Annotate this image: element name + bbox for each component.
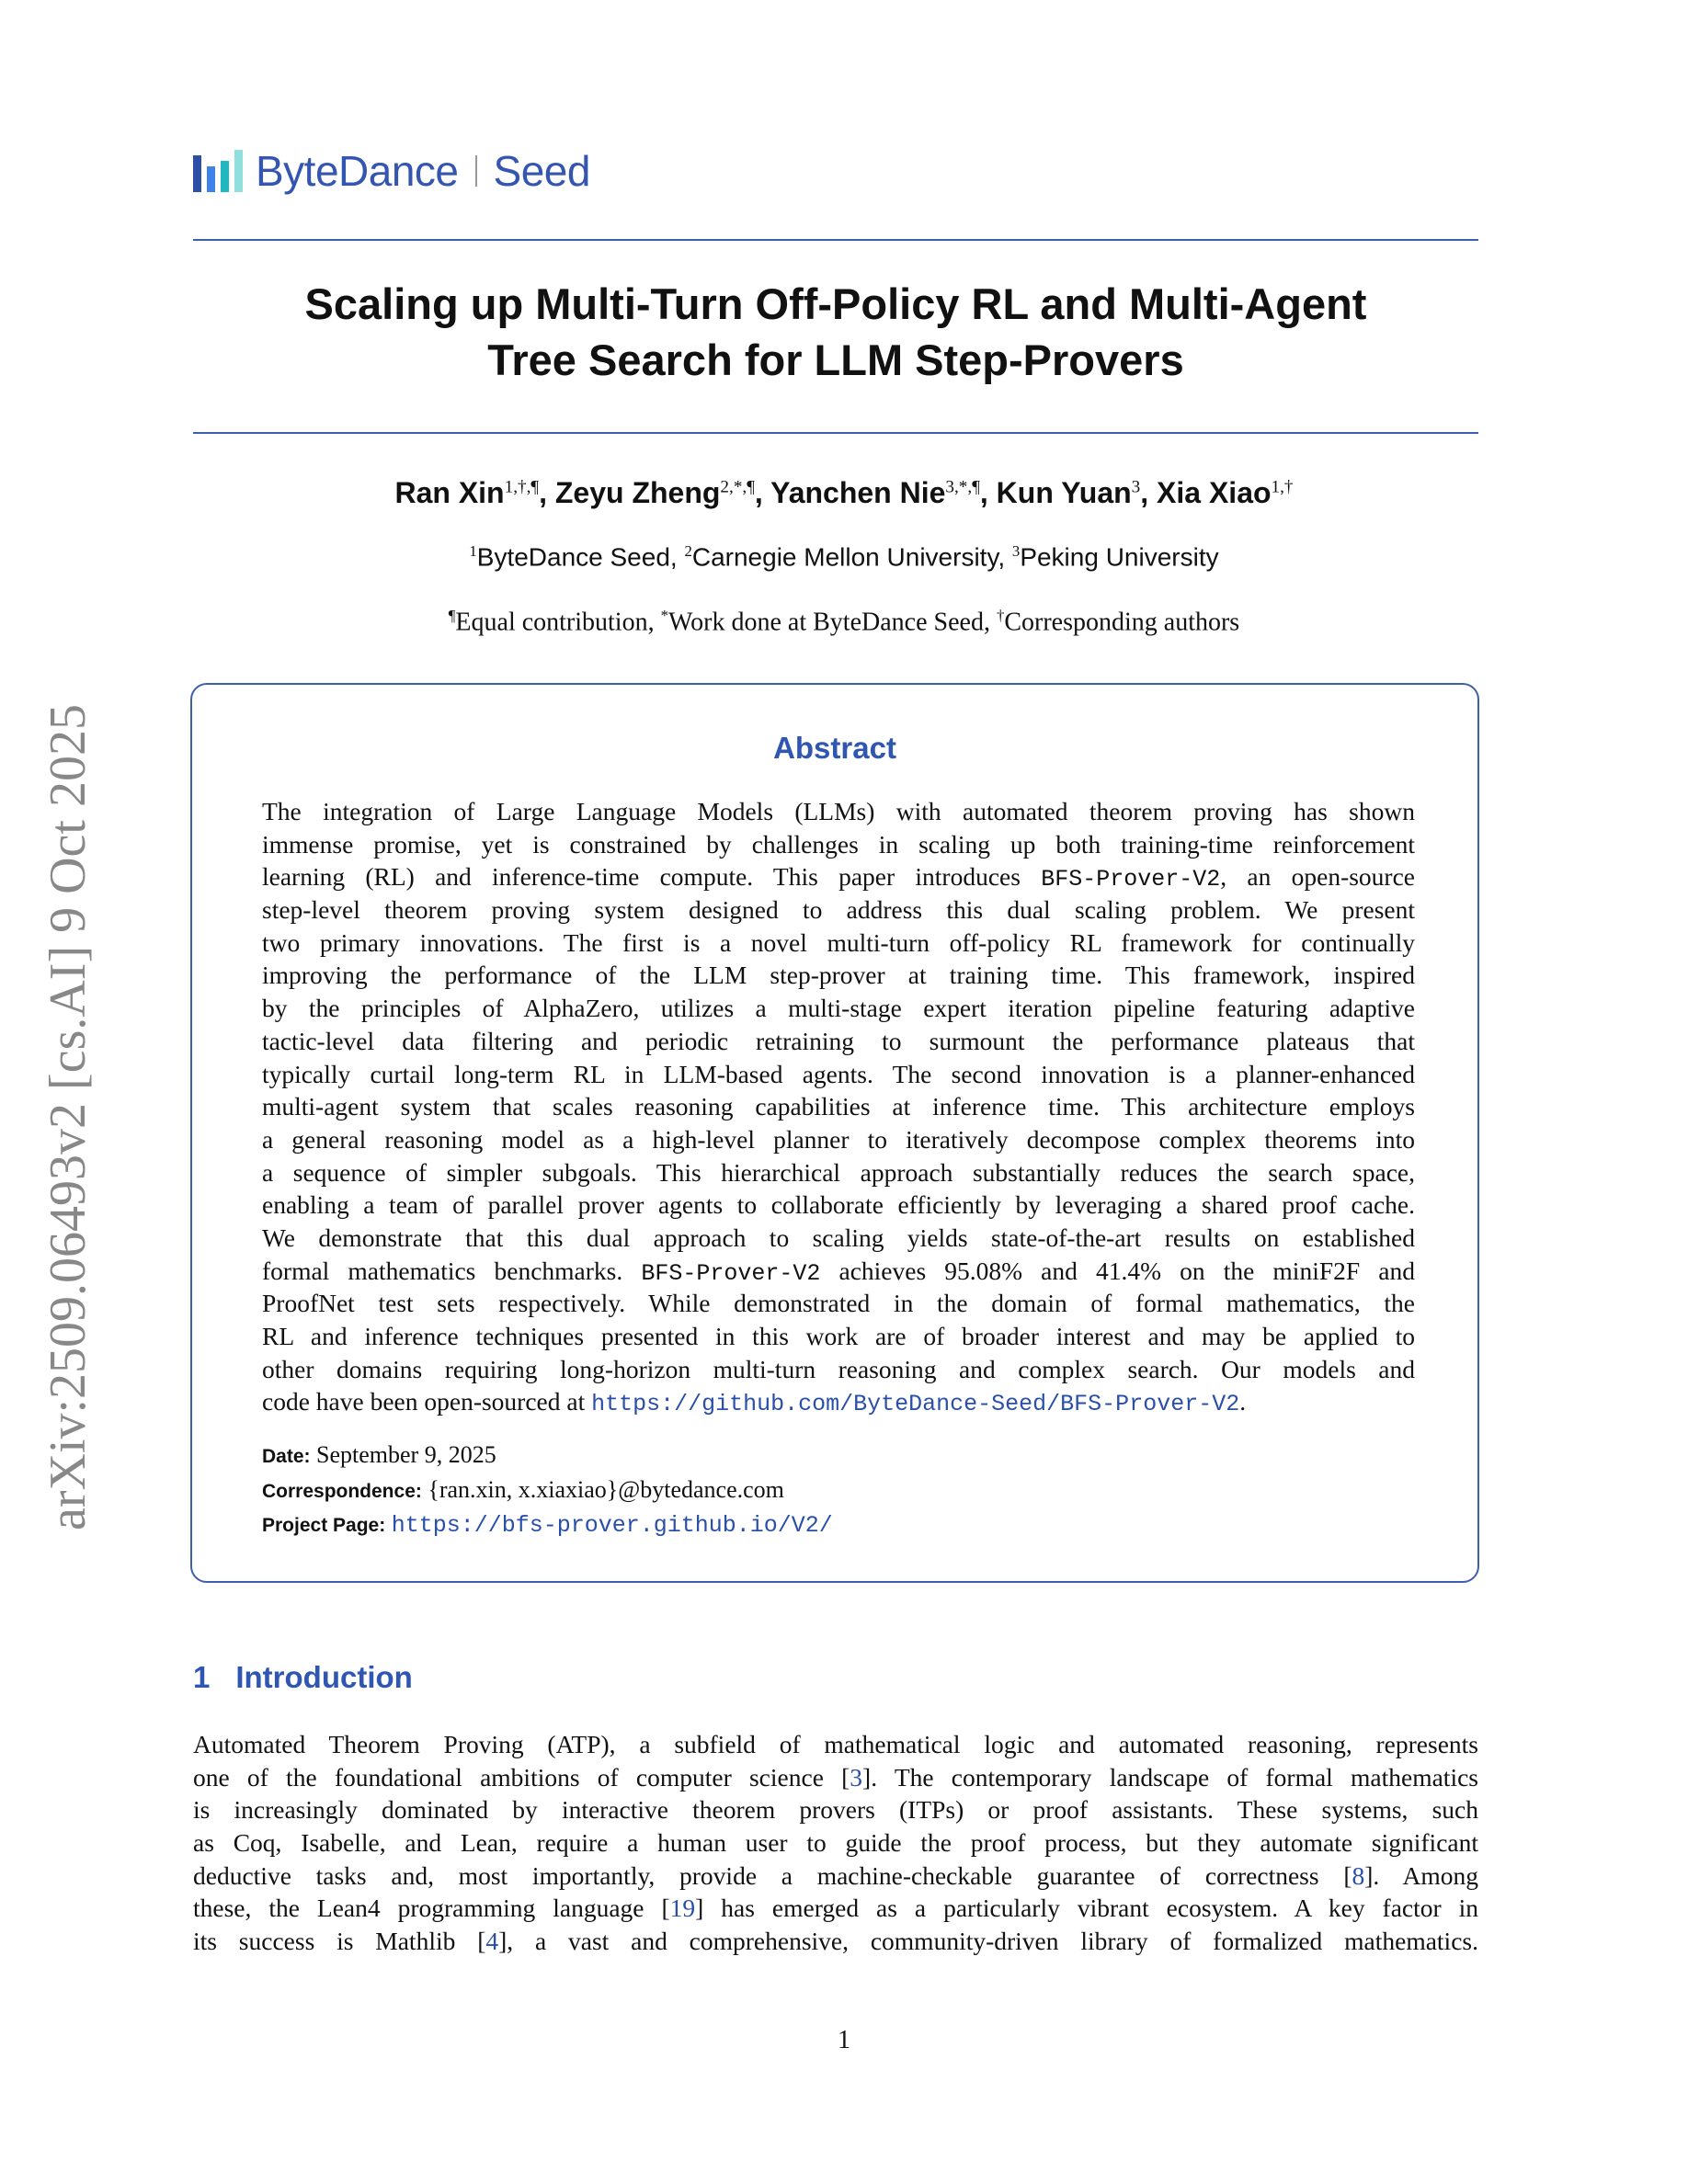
affiliation-name: Peking University xyxy=(1020,542,1219,572)
author-sup: 3,*,¶ xyxy=(945,477,980,497)
abstract-line: The integration of Large Language Models (LLMs) with automated theorem proving has shown xyxy=(262,797,1415,825)
abstract-line: a general reasoning model as a high-level planner to iteratively decompose complex theorems into xyxy=(262,1124,1415,1154)
affiliation-sup: 2 xyxy=(684,542,692,560)
author-list: Ran Xin$^{1,\dagger,\P}$, Zeyu Zheng$^{2,*,\P}$, Yanchen Nie$^{3,*,\P}$, Kun Yuan$^3$, Xia Xiao$^{1,\dagger}$ xyxy=(394,476,1294,509)
author-sup: 2,*,¶ xyxy=(720,477,755,497)
author-name: Yanchen Nie xyxy=(770,476,946,509)
author xyxy=(997,476,1141,509)
author-notes: ¶Equal contribution, *Work done at ByteDance Seed, †Corresponding authors xyxy=(448,607,1240,637)
intro-line: as Coq, Isabelle, and Lean, require a human user to guide the proof process, but they automate significant xyxy=(193,1828,1478,1858)
abstract-line: step-level theorem proving system designed to address this dual scaling problem. We present xyxy=(262,895,1415,925)
abstract-box xyxy=(190,683,1479,1583)
affiliation-sup: 3 xyxy=(1011,542,1021,560)
abstract-line: immense promise, yet is constrained by challenges in scaling up both training-time reinforcement xyxy=(262,829,1415,859)
author-name: Xia Xiao xyxy=(1157,476,1272,509)
author xyxy=(394,476,539,509)
correspondence-value: {ran.xin, x.xiaxiao}@bytedance.com xyxy=(428,1475,784,1503)
abstract-body xyxy=(262,795,1415,1418)
section-title: Introduction xyxy=(235,1660,413,1694)
abstract-line: by the principles of AlphaZero, utilizes a multi-stage expert iteration pipeline featuring adaptive xyxy=(262,994,1415,1023)
intro-line: Automated Theorem Proving (ATP), a subfield of mathematical logic and automated reasoning, represents xyxy=(193,1730,1478,1758)
abstract-line: typically curtail long-term RL in LLM-based agents. The second innovation is a planner-enhanced xyxy=(262,1059,1415,1088)
abstract-line: two primary innovations. The first is a novel multi-turn off-policy RL framework for continually xyxy=(262,927,1415,957)
introduction-body xyxy=(193,1728,1478,1958)
note-sup: ¶ xyxy=(448,607,456,624)
abstract-meta xyxy=(262,1439,833,1542)
author-name: Kun Yuan xyxy=(996,476,1132,509)
abstract-line: ProofNet test sets respectively. While demonstrated in the domain of formal mathematics, the xyxy=(262,1289,1415,1318)
author-sup: 1,† xyxy=(1271,477,1294,497)
intro-line: its success is Mathlib [4], a vast and comprehensive, community-driven library of formalized mathematics. xyxy=(193,1927,1478,1956)
intro-line: is increasingly dominated by interactive theorem provers (ITPs) or proof assistants. These systems, such xyxy=(193,1795,1478,1825)
note-text: Work done at ByteDance Seed xyxy=(667,608,984,637)
intro-line: one of the foundational ambitions of computer science [3]. The contemporary landscape of formal mathematics xyxy=(193,1762,1478,1792)
model-name: BFS-Prover-V2 xyxy=(1041,866,1221,893)
paper-title xyxy=(193,276,1478,388)
logo-separator xyxy=(475,155,477,187)
note-sup: † xyxy=(996,607,1005,624)
arxiv-stamp: arXiv:2509.06493v2 [cs.AI] 9 Oct 2025 xyxy=(40,704,97,1530)
title-line: Scaling up Multi-Turn Off-Policy RL and Multi-Agent xyxy=(304,279,1367,328)
logo-product: Seed xyxy=(493,147,590,195)
author xyxy=(555,476,755,509)
citation-link[interactable]: 3 xyxy=(850,1762,863,1792)
correspondence-label: Correspondence: xyxy=(262,1480,422,1502)
abstract-line: formal mathematics benchmarks. BFS-Prover-V2 achieves 95.08% and 41.4% on the miniF2F and xyxy=(262,1256,1415,1287)
date-label: Date: xyxy=(262,1446,311,1467)
affiliation-name: ByteDance Seed xyxy=(476,542,670,572)
citation-link[interactable]: 4 xyxy=(485,1927,499,1956)
author xyxy=(1157,476,1293,509)
note-sup: * xyxy=(660,607,668,624)
author-sup: 1,†,¶ xyxy=(504,477,540,497)
note-text: Equal contribution xyxy=(455,608,648,637)
top-rule xyxy=(193,239,1478,241)
abstract-line: improving the performance of the LLM step-prover at training time. This framework, inspired xyxy=(262,961,1415,990)
abstract-line: multi-agent system that scales reasoning capabilities at inference time. This architecture employs xyxy=(262,1092,1415,1121)
bottom-rule xyxy=(193,432,1478,434)
abstract-line: other domains requiring long-horizon multi-turn reasoning and complex search. Our models and xyxy=(262,1354,1415,1383)
author-sup: 3 xyxy=(1131,477,1141,497)
model-name: BFS-Prover-V2 xyxy=(641,1259,821,1287)
note-text: Corresponding authors xyxy=(1004,608,1240,637)
date-value: September 9, 2025 xyxy=(316,1441,496,1468)
page-number: 1 xyxy=(838,2026,850,2054)
author-name: Ran Xin xyxy=(394,476,505,509)
abstract-line: tactic-level data filtering and periodic retraining to surmount the performance plateaus that xyxy=(262,1026,1415,1055)
logo-bars-icon xyxy=(193,150,243,192)
logo-brand: ByteDance xyxy=(256,147,459,195)
abstract-line: code have been open-sourced at https://github.com/ByteDance-Seed/BFS-Prover-V2. xyxy=(262,1387,1247,1418)
author xyxy=(770,476,980,509)
intro-line: these, the Lean4 programming language [19] has emerged as a particularly vibrant ecosystem. A key factor in xyxy=(193,1894,1479,1923)
citation-link[interactable]: 19 xyxy=(669,1894,696,1923)
section-number: 1 xyxy=(193,1660,211,1694)
abstract-line: We demonstrate that this dual approach to scaling yields state-of-the-art results on established xyxy=(262,1223,1415,1252)
intro-line: deductive tasks and, most importantly, provide a machine-checkable guarantee of correctness [8]. Among xyxy=(193,1860,1479,1890)
section-heading-introduction xyxy=(193,1660,413,1695)
abstract-line: enabling a team of parallel prover agents to collaborate efficiently by leveraging a shared proof cache. xyxy=(262,1190,1415,1220)
abstract-line: a sequence of simpler subgoals. This hierarchical approach substantially reduces the search space, xyxy=(262,1157,1415,1187)
abstract-heading: Abstract xyxy=(773,731,896,765)
project-page-label: Project Page: xyxy=(262,1515,386,1536)
affiliation-sup: 1 xyxy=(469,542,477,560)
affiliations: $^1$ByteDance Seed, $^2$Carnegie Mellon University, $^3$Peking University xyxy=(469,542,1219,572)
code-link[interactable]: https://github.com/ByteDance-Seed/BFS-Prover-V2 xyxy=(591,1391,1240,1418)
project-page-link[interactable]: https://bfs-prover.github.io/V2/ xyxy=(391,1512,833,1539)
affiliation-name: Carnegie Mellon University xyxy=(691,542,998,572)
abstract-line: RL and inference techniques presented in this work are of broader interest and may be applied to xyxy=(262,1322,1415,1350)
author-name: Zeyu Zheng xyxy=(554,476,721,509)
citation-link[interactable]: 8 xyxy=(1352,1860,1365,1890)
abstract-line: learning (RL) and inference-time compute. This paper introduces BFS-Prover-V2, an open-source xyxy=(262,862,1415,893)
bytedance-seed-logo xyxy=(193,145,590,197)
title-line: Tree Search for LLM Step-Provers xyxy=(487,336,1184,384)
